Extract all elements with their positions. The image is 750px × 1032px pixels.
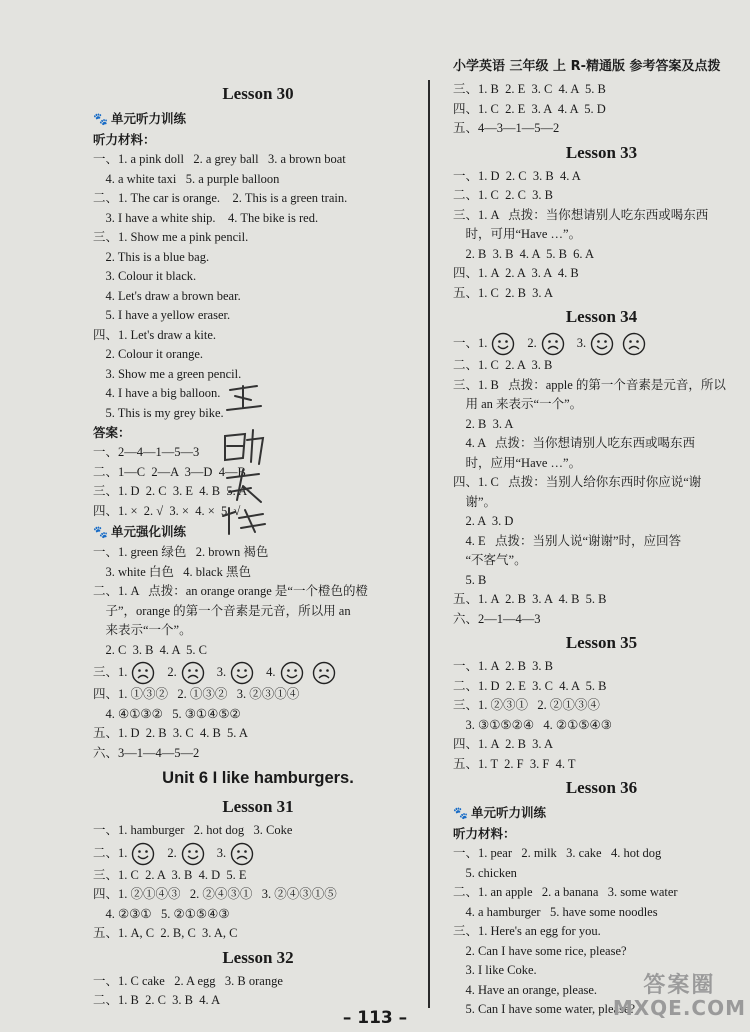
running-header: 小学英语 三年级 上 R-精通版 参考答案及点拨 [453, 59, 721, 74]
answer-line: 4. E 点拨：当别人说“谢谢”时，应回答 [453, 533, 682, 548]
sad-face-icon [181, 661, 205, 685]
answer-line: 时，可用“Have …”。 [453, 227, 582, 241]
answer-line: 一、1. C cake 2. A egg 3. B orange [93, 973, 283, 988]
answer-line: 二、1. C 2. A 3. B [453, 358, 553, 373]
answer-line: 三、1. A 点拨：当你想请别人吃东西或喝东西 [453, 207, 709, 222]
answer-line: 2. C 3. B 4. A 5. C [93, 642, 207, 657]
answer-line: 五、1. D 2. B 3. C 4. B 5. A [93, 726, 248, 741]
handwriting-scribble [215, 378, 275, 538]
answer-line: 六、3—1—4—5—2 [93, 745, 200, 760]
answer-line: 五、1. A 2. B 3. A 4. B 5. B [453, 592, 607, 607]
answer-line: 四、1. ①③② 2. ①③② 3. ②③①④ [93, 687, 300, 702]
answer-number: 一、1. [453, 336, 488, 350]
lesson-title: Lesson 36 [565, 778, 638, 798]
answer-line: 五、1. C 2. B 3. A [453, 285, 554, 300]
lesson-title: Lesson 31 [222, 797, 294, 817]
answer-line: 5. I have a yellow eraser. [93, 308, 231, 322]
sad-face-icon [230, 842, 254, 866]
answer-line: 四、1. ②①④③ 2. ②④③① 3. ②④③①⑤ [93, 887, 337, 902]
sad-face-icon [131, 661, 155, 685]
section-heading-text: 单元听力训练 [470, 805, 546, 821]
answer-number: 2. [167, 665, 177, 679]
answer-number: 2. [527, 336, 537, 350]
answer-line: 一、2—4—1—5—3 [93, 445, 200, 459]
answer-line: 二、1. A 点拨：an orange orange 是“一个橙色的橙 [93, 584, 368, 598]
answer-line: 4. I have a big balloon. [93, 386, 221, 400]
answer-line: 三、1. Show me a pink pencil. [93, 230, 249, 244]
answer-line: 3. I like Coke. [453, 963, 537, 978]
answer-line: 3. I have a white ship. 4. The bike is red. [93, 210, 319, 225]
answer-line: 五、1. A, C 2. B, C 3. A, C [93, 926, 238, 941]
answer-line: 一、1. a pink doll 2. a grey ball 3. a brown boat [93, 152, 346, 166]
paw-icon: 🐾 [93, 525, 108, 539]
happy-face-icon [181, 842, 205, 866]
watermark-line1: 答案圈 [643, 973, 716, 998]
answer-line: 时，应用“Have …”。 [453, 455, 582, 470]
answer-line: 一、1. pear 2. milk 3. cake 4. hot dog [453, 846, 662, 861]
section-heading-text: 单元强化训练 [110, 524, 186, 539]
happy-face-icon [491, 332, 515, 356]
right-column [453, 80, 750, 1020]
sad-face-icon [312, 661, 336, 685]
answer-line: 2. Colour it orange. [93, 347, 204, 361]
face-answer-row [453, 331, 750, 356]
answer-number: 二、1. [93, 845, 128, 860]
paw-icon: 🐾 [453, 806, 468, 821]
happy-face-icon [590, 332, 614, 356]
section-heading [93, 108, 423, 130]
sad-face-icon [622, 332, 646, 356]
answer-line: 3. Colour it black. [93, 269, 197, 283]
watermark [613, 975, 746, 1019]
answer-line: 二、1. C 2. C 3. B [453, 188, 554, 202]
section-heading [453, 802, 750, 824]
answer-line: 2. B 3. B 4. A 5. B 6. A [453, 246, 594, 261]
answer-line: 四、1. C 点拨：当别人给你东西时你应说“谢 [453, 475, 702, 490]
answer-line: 四、1. A 2. A 3. A 4. B [453, 266, 579, 280]
page-number: – 113 – [342, 1008, 408, 1028]
face-answer-row [93, 660, 423, 685]
answer-line: 4. Have an orange, please. [453, 982, 598, 997]
answer-line: 4. ④①③② 5. ③①④⑤② [93, 706, 241, 721]
lesson-title: Lesson 32 [222, 947, 294, 967]
answer-line: 2. Can I have some rice, please? [453, 943, 627, 958]
column-divider [428, 80, 430, 1008]
answer-line: 2. A 3. D [453, 514, 514, 529]
answer-number: 3. [216, 845, 227, 860]
answer-line: 用 an 来表示“一个”。 [453, 397, 583, 412]
happy-face-icon [131, 842, 155, 866]
answer-line: 五、1. T 2. F 3. F 4. T [453, 756, 576, 771]
answer-line: 5. This is my grey bike. [93, 405, 224, 420]
happy-face-icon [280, 661, 304, 685]
section-heading-text: 单元听力训练 [110, 111, 186, 126]
answer-line: 三、1. B 2. E 3. C 4. A 5. B [453, 82, 606, 96]
answer-line: 5. B [453, 572, 487, 587]
answer-number: 2. [167, 845, 177, 860]
answer-line: 三、1. ②③① 2. ②①③④ [453, 698, 600, 713]
answer-line: 四、1. A 2. B 3. A [453, 737, 554, 752]
sad-face-icon [541, 332, 565, 356]
answer-line: 谢”。 [453, 494, 497, 509]
answer-line: 2. B 3. A [453, 416, 514, 431]
answer-line: 一、1. D 2. C 3. B 4. A [453, 168, 581, 183]
answer-line: 三、1. Here's an egg for you. [453, 924, 601, 939]
answer-line: 4. a hamburger 5. have some noodles [453, 904, 658, 919]
answer-line: 三、1. B 点拨：apple 的第一个音素是元音，所以 [453, 377, 726, 392]
answer-line: 五、4—3—1—5—2 [453, 121, 560, 135]
answer-line: 二、1—C 2—A 3—D 4—B [93, 464, 246, 479]
answer-line: 二、1. an apple 2. a banana 3. some water [453, 885, 678, 900]
answer-line: 5. Can I have some water, please? [453, 1002, 636, 1017]
answer-line: 4. a white taxi 5. a purple balloon [93, 171, 280, 186]
answer-line: 二、1. D 2. E 3. C 4. A 5. B [453, 678, 607, 693]
answer-line: 来表示“一个”。 [93, 623, 192, 637]
answer-line: 一、1. A 2. B 3. B [453, 659, 554, 674]
answer-line: 四、1. Let's draw a kite. [93, 327, 217, 342]
unit-title: Unit 6 I like hamburgers. [162, 769, 354, 788]
answer-line: “不客气”。 [453, 553, 527, 568]
answer-line: 2. This is a blue bag. [93, 249, 210, 264]
answer-line: 三、1. D 2. C 3. E 4. B 5. A [93, 484, 248, 498]
answer-line: 一、1. green 绿色 2. brown 褐色 [93, 545, 269, 559]
answer-number: 4. [266, 665, 276, 679]
lesson-title: Lesson 30 [222, 84, 294, 103]
materials-label: 听力材料： [93, 132, 156, 147]
answer-line: 四、1. C 2. E 3. A 4. A 5. D [453, 101, 606, 116]
happy-face-icon [230, 661, 254, 685]
answer-line: 三、1. C 2. A 3. B 4. D 5. E [93, 867, 247, 882]
lesson-title: Lesson 34 [565, 307, 638, 326]
answer-line: 3. ③①⑤②④ 4. ②①⑤④③ [453, 717, 612, 732]
answer-line: 3. white 白色 4. black 黑色 [93, 564, 251, 579]
answer-number: 3. [216, 665, 227, 679]
answer-line: 4. Let's draw a brown bear. [93, 288, 241, 303]
answer-line: 六、2—1—4—3 [453, 611, 541, 626]
answer-line: 4. A 点拨：当你想请别人吃东西或喝东西 [453, 436, 696, 451]
answer-line: 四、1. × 2. √ 3. × 4. × 5. √ [93, 503, 241, 518]
answer-line: 5. chicken [453, 865, 517, 880]
answer-number: 三、1. [93, 665, 128, 679]
left-column [93, 80, 423, 1011]
answer-line: 4. ②③① 5. ②①⑤④③ [93, 906, 230, 921]
materials-label: 听力材料： [453, 826, 516, 842]
lesson-title: Lesson 33 [565, 142, 638, 162]
answer-line: 二、1. B 2. C 3. B 4. A [93, 993, 221, 1008]
paw-icon: 🐾 [93, 112, 108, 126]
lesson-title: Lesson 35 [565, 633, 638, 653]
answer-number: 3. [576, 336, 587, 350]
answer-line: 3. Show me a green pencil. [93, 366, 242, 381]
answer-line: 二、1. The car is orange. 2. This is a green train. [93, 191, 348, 205]
answer-line: 一、1. hamburger 2. hot dog 3. Coke [93, 823, 293, 838]
watermark-line2: MXQE.COM [612, 996, 746, 1020]
answer-line: 子”，orange 的第一个音素是元音，所以用 an [93, 603, 351, 618]
face-answer-row [93, 841, 423, 866]
materials-label: 答案： [93, 425, 131, 440]
